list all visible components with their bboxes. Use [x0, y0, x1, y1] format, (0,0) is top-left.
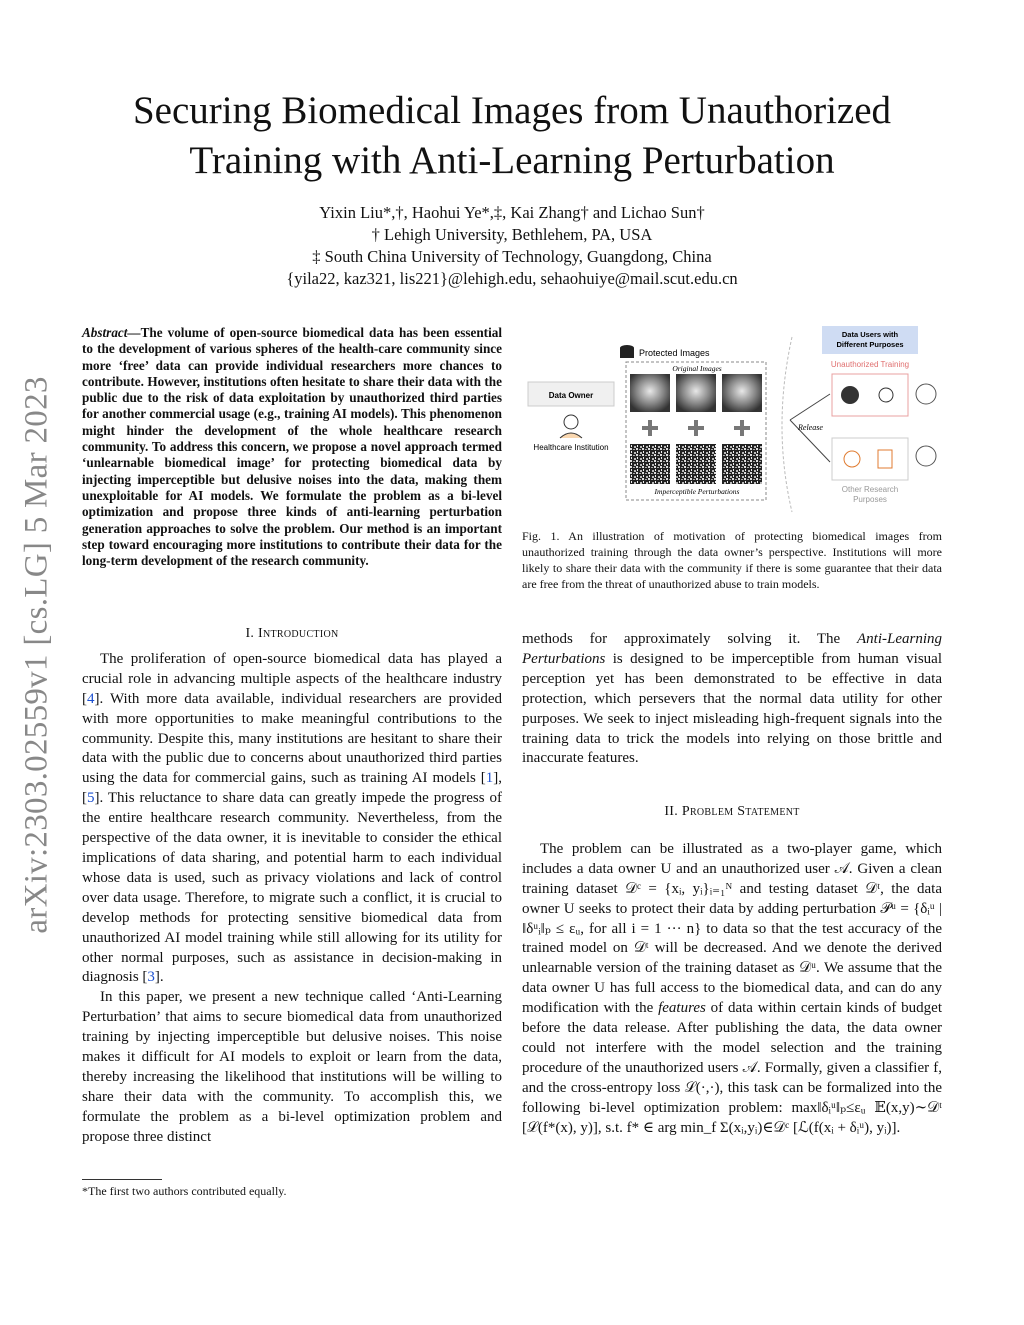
arxiv-id-text: arXiv:2303.02559v1 [cs.LG] 5 Mar 2023 [18, 376, 55, 934]
intro-continuation [522, 630, 942, 769]
shield-blocked-icon [916, 384, 936, 404]
intro-heading-num: I. [245, 626, 259, 641]
perturbation-image [630, 444, 670, 484]
xray-image [676, 374, 716, 412]
doctor-icon [560, 415, 582, 438]
title-line-1: Securing Biomedical Images from Unauthorized [132, 89, 892, 132]
affiliation-2: ‡ South China University of Technology, Guangdong, China [312, 247, 712, 266]
author-emails: {yila22, kaz321, lis221}@lehigh.edu, sehaohuiye@mail.scut.edu.cn [286, 269, 738, 288]
problem-paragraph [522, 840, 942, 1139]
intro-p1-b: ]. With more data available, individual researchers are provided with more opportunities to make meaningful contributions to the community. Despite this, many institutions are hesitant to share their data with the public due to concerns about unauthorized third parties using the data for commercial gains, such as training AI models [ [82, 690, 502, 787]
unauthorized-label: Unauthorized Training [830, 360, 910, 369]
divider-curve [782, 337, 792, 512]
ref-link[interactable]: 4 [87, 690, 95, 707]
perturbation-image [722, 444, 762, 484]
footnote-rule [82, 1179, 162, 1180]
problem-heading-text: Problem Statement [681, 804, 800, 819]
hacker-icon [841, 386, 859, 404]
perturbation-image [676, 444, 716, 484]
release-arrow [790, 394, 830, 420]
author-block [0, 202, 1024, 290]
affiliation-1: † Lehigh University, Bethlehem, PA, USA [371, 225, 653, 244]
intro-cont-b: is designed to be imperceptible from human visual perception yet has been demonstrated to be effective in data protection, which persevers that the normal data utility for other purposes. We seek to inject misleading high-frequent signals into the training data to trick the models into relying on those brittle and inaccurate features. [522, 650, 942, 767]
abstract [82, 325, 502, 569]
introduction-section [82, 624, 502, 1148]
intro-p1-e: ]. [154, 969, 164, 986]
shield-check-icon [916, 446, 936, 466]
figure-caption: Fig. 1. An illustration of motivation of protecting biomedical images from unauthorized training through the data owner’s perspective. Institutions will more likely to share their data with the community if there is some guarantee that their data are free from the threat of unauthorized abuse to train models. [522, 529, 942, 591]
database-icon [620, 345, 634, 358]
abstract-text: The volume of open-source biomedical data has been essential to the development of various spheres of the health-care community since more ‘free’ data can provide individual researchers more chances to contribute. However, institutions often hesitate to share their data with the public due to the risk of data exploitation by unauthorized third parties for another commercial usage (e.g., training AI models). This phenomenon might hinder the development of the whole healthcare research community. To address this concern, we propose a novel approach termed ‘unlearnable biomedical image’ for protecting biomedical data by injecting imperceptible but delusive noises into the data, making them unexploitable for AI models. We formulate the problem as a bi-level optimization and propose three kinds of anti-learning perturbation generation approaches to solve the problem. Our method is an important step toward encouraging more institutions to contribute their data for the long-term development of the research community. [82, 325, 502, 569]
ref-link[interactable]: 3 [147, 969, 155, 986]
problem-text-2: of data within certain kinds of budget before the data release. After publishing the data, the data owner could not interfere with the model selection and the training procedure of the unauthorized users 𝒜. Formally, given a classifier f, and the cross-entropy loss ℒ(·,·), this task can be formalized into the following bi-level optimization problem: max‖δᵢᵘ‖ₚ≤εᵤ 𝔼(x,y)∼𝒟ᵗ [ℒ(f*(x), y)], s.t. f* ∈ arg min_f Σ(xᵢ,yᵢ)∈𝒟ᶜ [ℒ(f(xᵢ + δᵢᵘ), yᵢ)]. [522, 1000, 942, 1136]
intro-cont-italic: Anti-Learning Perturbations [522, 631, 942, 667]
problem-heading [522, 802, 942, 822]
abstract-lead: Abstract— [82, 325, 141, 340]
paper-title [70, 86, 954, 186]
other-research-label: Other Research Purposes [841, 485, 899, 504]
intro-heading-text: Introduction [258, 626, 339, 641]
data-users-label: Data Users with Different Purposes [836, 330, 904, 349]
xray-image [722, 374, 762, 412]
arxiv-identifier [14, 350, 60, 960]
other-research-box [832, 438, 908, 480]
healthcare-label: Healthcare Institution [533, 443, 609, 452]
intro-paragraph-2-continued [522, 630, 942, 769]
footnote: *The first two authors contributed equally. [82, 1184, 287, 1198]
intro-heading [82, 624, 502, 644]
title-line-2: Training with Anti-Learning Perturbation [189, 139, 835, 182]
ref-link[interactable]: 1 [485, 770, 494, 787]
problem-heading-num: II. [664, 804, 682, 819]
intro-p1-c: ], [ [82, 770, 502, 807]
problem-text-1: The problem can be illustrated as a two-player game, which includes a data owner U and an unauthorized user 𝒜. Given a clean training dataset 𝒟ᶜ = {xᵢ, yᵢ}ᵢ₌₁ᴺ and testing dataset 𝒟ᵗ, the data owner U seeks to protect their data by adding perturbation 𝒫ᵘ = {δᵢᵘ | ‖δᵘᵢ‖ₚ ≤ εᵤ, for all i = 1 ··· n} to data so that the test accuracy of the trained model on 𝒟ᵗ will be decreased. And we denote the derived unlearnable version of the training dataset as 𝒟ᵘ. We assume that the data owner U has full access to the biomedical data, and can do any modification with the [522, 840, 942, 1017]
intro-paragraph-1 [82, 650, 502, 988]
intro-p1-d: ]. This reluctance to share data can greatly impede the progress of the entire healthcare research community. Nevertheless, from the perspective of the data owner, it is inevitable to consider the ethical implications of data sharing, and potential harm to each individual whose data is used, such as privacy violations and lack of control over data usage. Therefore, to migrate such a conflict, it is crucial to develop methods for protecting sensitive biomedical data from unauthorized AI model training while still allowing for its utility for other normal purposes, such as assistance in decision-making in diagnosis [ [82, 790, 502, 986]
imperceptible-label: Imperceptible Perturbations [654, 487, 740, 496]
figure-1 [522, 322, 942, 517]
ref-link[interactable]: 5 [87, 790, 95, 807]
original-images-label: Original Images [672, 364, 722, 373]
protected-images-label: Protected Images [639, 348, 710, 358]
xray-image [630, 374, 670, 412]
problem-statement-section [522, 802, 942, 1139]
author-names: Yixin Liu*,†, Haohui Ye*,‡, Kai Zhang† and Lichao Sun† [319, 203, 705, 222]
intro-paragraph-2: In this paper, we present a new technique called ‘Anti-Learning Perturbation’ that aims to secure biomedical data from unauthorized training by injecting imperceptible but delusive noises. This noise makes it difficult for AI models to exploit or learn from the data, thereby increasing the likelihood that institutions will be willing to share their data with the community. To accomplish this, we formulate the problem as a bi-level optimization problem and propose three distinct [82, 989, 502, 1145]
problem-text-italic: features [658, 1000, 706, 1017]
data-owner-label: Data Owner [548, 391, 594, 400]
plus-icon [642, 420, 750, 436]
intro-cont-a: methods for approximately solving it. The [522, 631, 857, 647]
intro-p1-a: The proliferation of open-source biomedical data has played a crucial role in advancing multiple aspects of the healthcare industry [ [82, 650, 502, 707]
release-label: Release [798, 423, 823, 432]
